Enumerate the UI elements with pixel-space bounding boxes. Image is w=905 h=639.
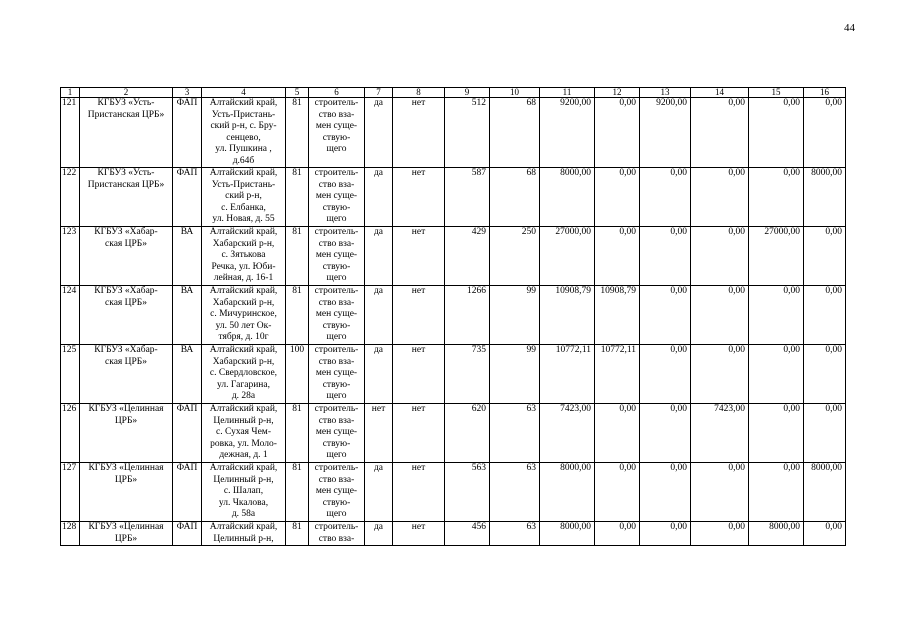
col13-cell	[640, 98, 691, 168]
facility-type-cell	[173, 168, 202, 227]
col7-cell-text: да	[373, 227, 384, 237]
col11-cell-text: 8000,00	[560, 522, 591, 532]
address-cell	[202, 286, 286, 345]
col12-cell-text: 0,00	[619, 404, 636, 414]
organization-cell	[80, 522, 173, 546]
organization-cell-text: КГБУЗ «Усть- Пристанская ЦРБ»	[87, 98, 165, 120]
col15-cell	[749, 286, 804, 345]
col9-cell	[445, 404, 490, 463]
facility-type-cell	[173, 522, 202, 546]
col12-cell	[595, 227, 640, 286]
col11-cell	[540, 404, 595, 463]
col5-cell	[286, 168, 309, 227]
work-type-cell	[309, 98, 365, 168]
col12-cell-text: 0,00	[619, 168, 636, 178]
col16-cell-text: 8000,00	[811, 463, 842, 473]
col9-cell	[445, 227, 490, 286]
col7-cell	[365, 345, 393, 404]
organization-cell-text: КГБУЗ «Целинная ЦРБ»	[88, 463, 164, 485]
row-number-text: 122	[62, 168, 77, 178]
col14-cell-text: 0,00	[728, 227, 745, 237]
col13-cell-text: 0,00	[670, 522, 687, 532]
table-row	[61, 463, 846, 522]
col12-cell-text: 0,00	[619, 98, 636, 108]
col5-cell-text: 100	[289, 345, 305, 355]
col15-cell-text: 0,00	[783, 463, 800, 473]
col10-cell	[490, 227, 540, 286]
col10-cell-text: 63	[526, 522, 536, 532]
col16-cell-text: 0,00	[825, 286, 842, 296]
col9-cell-text: 587	[471, 168, 486, 178]
facility-type-cell-text: ВА	[180, 345, 194, 355]
col13-cell-text: 0,00	[670, 227, 687, 237]
column-header-13: 13	[640, 88, 691, 98]
col5-cell-text: 81	[292, 463, 302, 473]
table-row	[61, 345, 846, 404]
address-cell-text: Алтайский край, Целинный р-н, с. Сухая Чем- ровка, ул. Моло- дежная, д. 1	[209, 404, 278, 460]
col5-cell-text: 81	[292, 286, 302, 296]
col14-cell	[691, 227, 749, 286]
col7-cell	[365, 98, 393, 168]
col9-cell-text: 429	[471, 227, 486, 237]
address-cell	[202, 463, 286, 522]
col5-cell	[286, 227, 309, 286]
row-number	[61, 463, 80, 522]
address-cell	[202, 227, 286, 286]
col15-cell-text: 0,00	[783, 98, 800, 108]
col14-cell	[691, 404, 749, 463]
col15-cell-text: 8000,00	[769, 522, 800, 532]
col9-cell	[445, 463, 490, 522]
col16-cell	[804, 286, 846, 345]
col14-cell	[691, 286, 749, 345]
col14-cell-text: 0,00	[728, 463, 745, 473]
column-header-2: 2	[80, 88, 173, 98]
column-header-10: 10	[490, 88, 540, 98]
organization-cell	[80, 463, 173, 522]
col13-cell	[640, 168, 691, 227]
row-number-text: 126	[62, 404, 77, 414]
col13-cell-text: 0,00	[670, 168, 687, 178]
column-header-6: 6	[309, 88, 365, 98]
row-number	[61, 286, 80, 345]
col8-cell-text: нет	[411, 463, 426, 473]
col10-cell-text: 250	[521, 227, 536, 237]
col16-cell	[804, 463, 846, 522]
facility-type-cell	[173, 286, 202, 345]
row-number-text: 128	[62, 522, 77, 532]
col8-cell	[393, 98, 445, 168]
col9-cell	[445, 168, 490, 227]
column-header-5: 5	[286, 88, 309, 98]
col9-cell-text: 512	[471, 98, 486, 108]
work-type-cell-text: строитель- ство вза- мен суще- ствую- щего	[314, 227, 359, 283]
col14-cell-text: 0,00	[728, 98, 745, 108]
row-number	[61, 522, 80, 546]
organization-cell-text: КГБУЗ «Хабар- ская ЦРБ»	[94, 286, 158, 308]
col13-cell	[640, 463, 691, 522]
col5-cell-text: 81	[292, 404, 302, 414]
col10-cell	[490, 463, 540, 522]
col16-cell-text: 8000,00	[811, 168, 842, 178]
column-header-11: 11	[540, 88, 595, 98]
table-row	[61, 168, 846, 227]
table-row	[61, 522, 846, 546]
col11-cell	[540, 345, 595, 404]
col14-cell	[691, 463, 749, 522]
row-number	[61, 404, 80, 463]
col9-cell	[445, 522, 490, 546]
col7-cell	[365, 463, 393, 522]
col5-cell	[286, 522, 309, 546]
col12-cell	[595, 404, 640, 463]
organization-cell	[80, 286, 173, 345]
col7-cell-text: да	[373, 463, 384, 473]
col9-cell-text: 563	[471, 463, 486, 473]
col16-cell-text: 0,00	[825, 98, 842, 108]
col7-cell-text: да	[373, 286, 384, 296]
column-header-14: 14	[691, 88, 749, 98]
col15-cell-text: 0,00	[783, 345, 800, 355]
row-number	[61, 168, 80, 227]
address-cell-text: Алтайский край, Целинный р-н,	[209, 522, 278, 544]
col15-cell-text: 0,00	[783, 168, 800, 178]
col14-cell-text: 0,00	[728, 286, 745, 296]
col7-cell	[365, 522, 393, 546]
col5-cell	[286, 404, 309, 463]
col15-cell-text: 27000,00	[764, 227, 800, 237]
address-cell-text: Алтайский край, Усть-Пристань- ский р-н, с. Бру- сенцево, ул. Пушкина , д.64б	[209, 98, 278, 166]
col11-cell-text: 8000,00	[560, 168, 591, 178]
col15-cell	[749, 98, 804, 168]
col8-cell-text: нет	[411, 227, 426, 237]
organization-cell-text: КГБУЗ «Целинная ЦРБ»	[88, 404, 164, 426]
col8-cell-text: нет	[411, 404, 426, 414]
col10-cell-text: 63	[526, 404, 536, 414]
address-cell	[202, 98, 286, 168]
col9-cell	[445, 286, 490, 345]
col9-cell-text: 620	[471, 404, 486, 414]
col16-cell-text: 0,00	[825, 227, 842, 237]
facility-type-cell-text: ВА	[180, 227, 194, 237]
col11-cell	[540, 98, 595, 168]
col11-cell-text: 27000,00	[555, 227, 591, 237]
col13-cell-text: 0,00	[670, 345, 687, 355]
col14-cell	[691, 98, 749, 168]
col14-cell-text: 7423,00	[714, 404, 745, 414]
col15-cell	[749, 345, 804, 404]
col9-cell-text: 456	[471, 522, 486, 532]
column-header-12: 12	[595, 88, 640, 98]
col13-cell-text: 0,00	[670, 286, 687, 296]
work-type-cell-text: строитель- ство вза- мен суще- ствую- щего	[314, 286, 359, 342]
work-type-cell	[309, 404, 365, 463]
col9-cell	[445, 98, 490, 168]
organization-cell-text: КГБУЗ «Хабар- ская ЦРБ»	[94, 345, 158, 367]
row-number	[61, 345, 80, 404]
col14-cell	[691, 345, 749, 404]
data-table	[60, 87, 846, 546]
facility-type-cell	[173, 345, 202, 404]
address-cell-text: Алтайский край, Усть-Пристань- ский р-н, с. Елбанка, ул. Новая, д. 55	[209, 168, 278, 224]
col13-cell-text: 0,00	[670, 463, 687, 473]
col12-cell-text: 10908,79	[600, 286, 636, 296]
col14-cell-text: 0,00	[728, 345, 745, 355]
col13-cell	[640, 345, 691, 404]
table-row	[61, 98, 846, 168]
col16-cell	[804, 168, 846, 227]
col16-cell	[804, 345, 846, 404]
column-header-9: 9	[445, 88, 490, 98]
organization-cell-text: КГБУЗ «Хабар- ская ЦРБ»	[94, 227, 158, 249]
col16-cell	[804, 227, 846, 286]
col11-cell	[540, 286, 595, 345]
column-header-1: 1	[61, 88, 80, 98]
col13-cell	[640, 404, 691, 463]
col13-cell	[640, 286, 691, 345]
organization-cell	[80, 98, 173, 168]
col13-cell-text: 0,00	[670, 404, 687, 414]
col15-cell-text: 0,00	[783, 286, 800, 296]
col7-cell	[365, 286, 393, 345]
facility-type-cell-text: ФАП	[176, 463, 198, 473]
col10-cell-text: 68	[526, 98, 536, 108]
work-type-cell-text: строитель- ство вза- мен суще- ствую- щего	[314, 168, 359, 224]
table-row	[61, 404, 846, 463]
col8-cell-text: нет	[411, 286, 426, 296]
col5-cell	[286, 345, 309, 404]
col12-cell	[595, 286, 640, 345]
col7-cell-text: да	[373, 522, 384, 532]
facility-type-cell-text: ВА	[180, 286, 194, 296]
col5-cell-text: 81	[292, 227, 302, 237]
work-type-cell-text: строитель- ство вза- мен суще- ствую- щего	[314, 463, 359, 519]
work-type-cell-text: строитель- ство вза- мен суще- ствую- щего	[314, 98, 359, 154]
col12-cell	[595, 522, 640, 546]
col8-cell	[393, 227, 445, 286]
col11-cell-text: 9200,00	[560, 98, 591, 108]
col16-cell	[804, 98, 846, 168]
col8-cell-text: нет	[411, 98, 426, 108]
col13-cell-text: 9200,00	[656, 98, 687, 108]
work-type-cell	[309, 463, 365, 522]
col7-cell	[365, 404, 393, 463]
col9-cell-text: 735	[471, 345, 486, 355]
column-header-row	[61, 88, 846, 98]
col10-cell-text: 99	[526, 345, 536, 355]
col11-cell	[540, 522, 595, 546]
row-number-text: 127	[62, 463, 77, 473]
col12-cell	[595, 463, 640, 522]
address-cell	[202, 522, 286, 546]
work-type-cell-text: строитель- ство вза- мен суще- ствую- щего	[314, 345, 359, 401]
col7-cell-text: да	[373, 168, 384, 178]
row-number	[61, 98, 80, 168]
facility-type-cell-text: ФАП	[176, 522, 198, 532]
column-header-4: 4	[202, 88, 286, 98]
col14-cell	[691, 168, 749, 227]
col14-cell-text: 0,00	[728, 522, 745, 532]
column-header-8: 8	[393, 88, 445, 98]
address-cell-text: Алтайский край, Хабарский р-н, с. Зятькова Речка, ул. Юби- лейная, д. 16-1	[209, 227, 278, 283]
col10-cell	[490, 98, 540, 168]
work-type-cell	[309, 345, 365, 404]
work-type-cell	[309, 522, 365, 546]
table-row	[61, 286, 846, 345]
col8-cell	[393, 168, 445, 227]
col8-cell-text: нет	[411, 345, 426, 355]
col16-cell	[804, 404, 846, 463]
table-row	[61, 227, 846, 286]
address-cell	[202, 404, 286, 463]
col14-cell	[691, 522, 749, 546]
col7-cell-text: да	[373, 345, 384, 355]
row-number-text: 124	[62, 286, 77, 296]
organization-cell-text: КГБУЗ «Целинная ЦРБ»	[88, 522, 164, 544]
facility-type-cell	[173, 227, 202, 286]
col7-cell-text: да	[373, 98, 384, 108]
col12-cell-text: 0,00	[619, 522, 636, 532]
col8-cell	[393, 345, 445, 404]
col8-cell-text: нет	[411, 522, 426, 532]
facility-type-cell	[173, 404, 202, 463]
col10-cell-text: 63	[526, 463, 536, 473]
col10-cell-text: 68	[526, 168, 536, 178]
col7-cell-text: нет	[371, 404, 386, 414]
col8-cell-text: нет	[411, 168, 426, 178]
facility-type-cell	[173, 98, 202, 168]
col16-cell-text: 0,00	[825, 522, 842, 532]
organization-cell	[80, 345, 173, 404]
col11-cell-text: 10908,79	[555, 286, 591, 296]
organization-cell	[80, 227, 173, 286]
col7-cell	[365, 168, 393, 227]
col12-cell-text: 0,00	[619, 227, 636, 237]
col15-cell	[749, 168, 804, 227]
col16-cell-text: 0,00	[825, 345, 842, 355]
col10-cell	[490, 522, 540, 546]
column-header-15: 15	[749, 88, 804, 98]
col16-cell	[804, 522, 846, 546]
organization-cell-text: КГБУЗ «Усть- Пристанская ЦРБ»	[87, 168, 165, 190]
column-header-16: 16	[804, 88, 846, 98]
organization-cell	[80, 168, 173, 227]
column-header-7: 7	[365, 88, 393, 98]
facility-type-cell-text: ФАП	[176, 98, 198, 108]
col11-cell-text: 10772,11	[555, 345, 591, 355]
row-number	[61, 227, 80, 286]
col12-cell	[595, 168, 640, 227]
work-type-cell	[309, 227, 365, 286]
col7-cell	[365, 227, 393, 286]
col11-cell-text: 7423,00	[560, 404, 591, 414]
col8-cell	[393, 286, 445, 345]
organization-cell	[80, 404, 173, 463]
col13-cell	[640, 227, 691, 286]
col5-cell	[286, 98, 309, 168]
col5-cell-text: 81	[292, 522, 302, 532]
row-number-text: 121	[62, 98, 77, 108]
col11-cell	[540, 463, 595, 522]
col9-cell-text: 1266	[467, 286, 486, 296]
col5-cell-text: 81	[292, 98, 302, 108]
row-number-text: 125	[62, 345, 77, 355]
col8-cell	[393, 463, 445, 522]
col10-cell	[490, 345, 540, 404]
col5-cell	[286, 286, 309, 345]
col9-cell	[445, 345, 490, 404]
facility-type-cell-text: ФАП	[176, 404, 198, 414]
col12-cell-text: 10772,11	[600, 345, 636, 355]
col11-cell	[540, 168, 595, 227]
col15-cell-text: 0,00	[783, 404, 800, 414]
page-number: 44	[844, 22, 855, 34]
col11-cell	[540, 227, 595, 286]
col10-cell	[490, 404, 540, 463]
col15-cell	[749, 404, 804, 463]
col13-cell	[640, 522, 691, 546]
col10-cell	[490, 168, 540, 227]
address-cell-text: Алтайский край, Целинный р-н, с. Шалап, ул. Чкалова, д. 58а	[209, 463, 278, 519]
col12-cell	[595, 98, 640, 168]
work-type-cell	[309, 286, 365, 345]
col8-cell	[393, 522, 445, 546]
row-number-text: 123	[62, 227, 77, 237]
address-cell	[202, 345, 286, 404]
col12-cell	[595, 345, 640, 404]
address-cell-text: Алтайский край, Хабарский р-н, с. Мичуринское, ул. 50 лет Ок- тября, д. 10г	[209, 286, 278, 342]
address-cell	[202, 168, 286, 227]
facility-type-cell	[173, 463, 202, 522]
work-type-cell-text: строитель- ство вза-	[314, 522, 359, 544]
col5-cell-text: 81	[292, 168, 302, 178]
col12-cell-text: 0,00	[619, 463, 636, 473]
col15-cell	[749, 463, 804, 522]
col15-cell	[749, 522, 804, 546]
col14-cell-text: 0,00	[728, 168, 745, 178]
facility-type-cell-text: ФАП	[176, 168, 198, 178]
col16-cell-text: 0,00	[825, 404, 842, 414]
work-type-cell	[309, 168, 365, 227]
col10-cell	[490, 286, 540, 345]
col10-cell-text: 99	[526, 286, 536, 296]
col8-cell	[393, 404, 445, 463]
col5-cell	[286, 463, 309, 522]
col11-cell-text: 8000,00	[560, 463, 591, 473]
work-type-cell-text: строитель- ство вза- мен суще- ствую- щего	[314, 404, 359, 460]
column-header-3: 3	[173, 88, 202, 98]
col15-cell	[749, 227, 804, 286]
address-cell-text: Алтайский край, Хабарский р-н, с. Свердловское, ул. Гагарина, д. 28а	[209, 345, 278, 401]
